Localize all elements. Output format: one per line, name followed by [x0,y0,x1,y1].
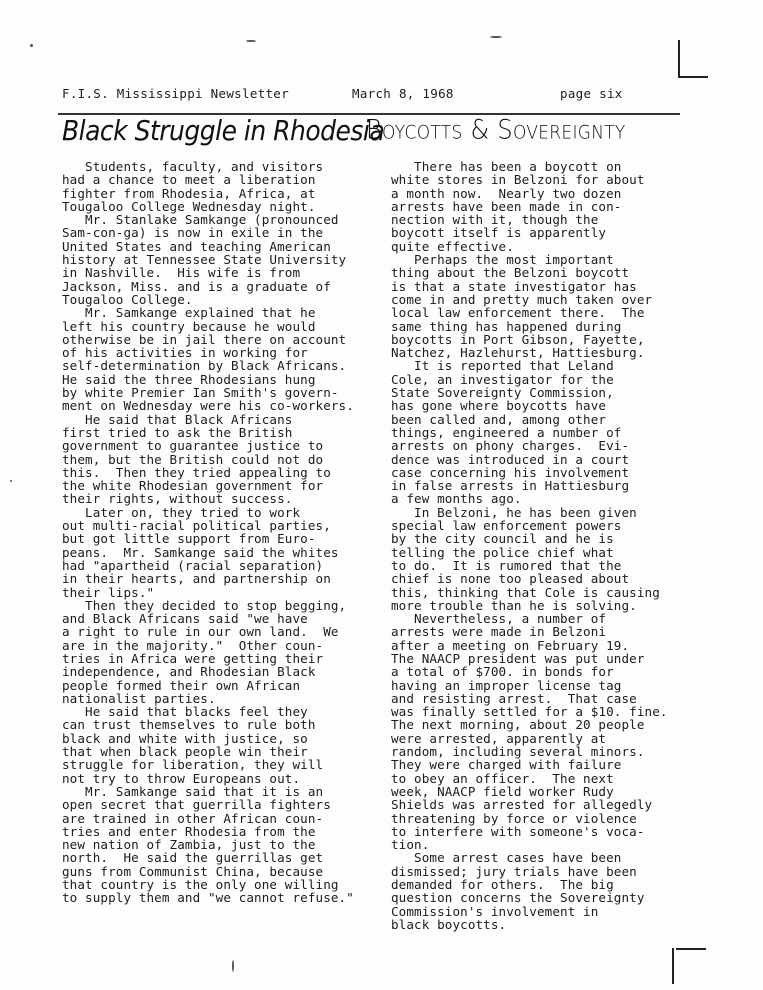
article-line: Mr. Stanlake Samkange (pronounced [62,212,339,228]
article-line: that country is the only one willing [62,877,339,893]
article-line: He said that blacks feel they [62,704,308,720]
article-line: State Sovereignty Commission, [391,385,614,401]
article-line: things, engineered a number of [391,424,622,440]
article-line: chief is none too pleased about [391,571,630,587]
article-line: had "apartheid (racial separation) [62,557,324,573]
article-line: and resisting arrest. That case [391,690,637,706]
crop-mark [678,40,680,76]
article-line: a total of $700. in bonds for [391,664,614,680]
article-title-left: Black Struggle in Rhodesia [62,114,385,147]
issue-date: March 8, 1968 [352,86,454,101]
article-line: case concerning his involvement [391,464,630,480]
article-line: to supply them and "we cannot refuse." [62,890,354,906]
article-line: is that a state investigator has [391,278,637,294]
article-line: demanded for others. The big [391,877,614,893]
article-line: left his country because he would [62,318,316,334]
article-line: question concerns the Sovereignty [391,890,645,906]
article-line: The NAACP president was put under [391,650,645,666]
article-line: otherwise be in jail there on account [62,331,347,347]
article-line: Jackson, Miss. and is a graduate of [62,278,331,294]
article-line: telling the police chief what [391,544,614,560]
article-line: fighter from Rhodesia, Africa, at [62,185,316,201]
article-line: tries and enter Rhodesia from the [62,823,316,839]
article-line: their lips." [62,584,155,600]
article-line: but got little support from Euro- [62,531,316,547]
article-line: Cole, an investigator for the [391,371,614,387]
article-line: open secret that guerrilla fighters [62,797,331,813]
article-line: week, NAACP field worker Rudy [391,783,614,799]
article-column-right [391,160,691,931]
article-line: Some arrest cases have been [391,850,622,866]
article-line: after a meeting on February 19. [391,637,630,653]
article-line: by the city council and he is [391,531,614,547]
newsletter-name: F.I.S. Mississippi Newsletter [62,86,289,101]
article-line: white stores in Belzoni for about [391,172,645,188]
scan-speck [232,960,234,972]
article-line: Students, faculty, and visitors [62,159,324,174]
article-line: a few months ago. [391,491,522,507]
article-line: boycott itself is apparently [391,225,607,241]
article-line: are trained in other African coun- [62,810,324,826]
article-line: a right to rule in our own land. We [62,624,339,640]
article-line: not try to throw Europeans out. [62,770,301,786]
article-line: thing about the Belzoni boycott [391,265,630,281]
article-line: random, including several minors. [391,744,645,760]
article-line: Later on, they tried to work [62,504,301,520]
article-line: to obey an officer. The next [391,770,614,786]
article-line: a month now. Nearly two dozen [391,185,622,201]
article-line: He said that Black Africans [62,411,293,427]
article-line: dence was introduced in a court [391,451,630,467]
crop-mark [672,948,674,984]
article-line: threatening by force or violence [391,810,637,826]
article-line: Sam-con-ga) is now in exile in the [62,225,324,241]
crop-mark [676,948,706,950]
article-line: by white Premier Ian Smith's govern- [62,385,339,401]
article-line: of his activities in working for [62,345,308,361]
article-line: out multi-racial political parties, [62,518,331,534]
article-line: arrests on phony charges. Evi- [391,438,630,454]
scan-speck [246,40,256,42]
article-line: There has been a boycott on [391,159,622,174]
article-line: boycotts in Port Gibson, Fayette, [391,331,645,347]
article-line: first tried to ask the British [62,424,293,440]
crop-mark [678,76,708,78]
article-line: Then they decided to stop begging, [62,597,347,613]
page-number: page six [560,86,623,101]
article-line: been called and, among other [391,411,607,427]
article-line: in their hearts, and partnership on [62,571,331,587]
article-line: Mr. Samkange explained that he [62,305,316,321]
article-line: and Black Africans said "we have [62,611,308,627]
article-line: government to guarantee justice to [62,438,324,454]
article-line: this, thinking that Cole is causing [391,584,660,600]
article-line: tion. [391,837,430,853]
article-line: that when black people win their [62,744,308,760]
article-line: They were charged with failure [391,757,622,773]
article-line: independence, and Rhodesian Black [62,664,316,680]
article-line: local law enforcement there. The [391,305,645,321]
article-line: can trust themselves to rule both [62,717,316,733]
article-line: Mr. Samkange said that it is an [62,783,324,799]
article-line: history at Tennessee State University [62,252,347,268]
article-line: dismissed; jury trials have been [391,863,637,879]
article-line: had a chance to meet a liberation [62,172,316,188]
scan-speck [30,44,33,47]
article-line: nection with it, though the [391,212,599,228]
article-line: Perhaps the most important [391,252,614,268]
article-line: in Nashville. His wife is from [62,265,301,281]
article-line: in false arrests in Hattiesburg [391,478,630,494]
article-line: this. Then they tried appealing to [62,464,331,480]
article-line: It is reported that Leland [391,358,614,374]
article-line: the white Rhodesian government for [62,478,324,494]
scan-speck [490,36,502,38]
article-line: them, but the British could not do [62,451,324,467]
article-column-left [62,160,362,905]
article-line: to do. It is rumored that the [391,557,622,573]
article-line: He said the three Rhodesians hung [62,371,316,387]
article-line: same thing has happened during [391,318,622,334]
article-line: Tougaloo College Wednesday night. [62,198,316,214]
article-line: The next morning, about 20 people [391,717,645,733]
article-line: In Belzoni, he has been given [391,504,637,520]
article-line: come in and pretty much taken over [391,291,653,307]
article-line: were arrested, apparently at [391,730,607,746]
article-line: struggle for liberation, they will [62,757,324,773]
article-line: Natchez, Hazlehurst, Hattiesburg. [391,345,645,361]
article-line: black boycotts. [391,916,507,932]
article-line: north. He said the guerrillas get [62,850,324,866]
article-line: arrests have been made in con- [391,198,622,214]
article-line: peans. Mr. Samkange said the whites [62,544,339,560]
article-line: Nevertheless, a number of [391,611,607,627]
article-line: quite effective. [391,238,514,254]
article-line: more trouble than he is solving. [391,597,637,613]
article-line: are in the majority." Other coun- [62,637,324,653]
article-line: tries in Africa were getting their [62,650,324,666]
article-line: people formed their own African [62,677,301,693]
article-line: Tougaloo College. [62,291,193,307]
article-line: nationalist parties. [62,690,216,706]
article-line: black and white with justice, so [62,730,308,746]
article-line: United States and teaching American [62,238,331,254]
article-line: has gone where boycotts have [391,398,607,414]
article-line: their rights, without success. [62,491,293,507]
article-line: special law enforcement powers [391,518,622,534]
article-line: Shields was arrested for allegedly [391,797,653,813]
article-line: guns from Communist China, because [62,863,324,879]
scan-speck [10,480,12,482]
article-line: was finally settled for a $10. fine. [391,704,668,720]
article-line: having an improper license tag [391,677,622,693]
article-title-right: Boycotts & Sovereignty [366,114,626,146]
article-line: Commission's involvement in [391,903,599,919]
article-line: arrests were made in Belzoni [391,624,607,640]
page-header [62,86,662,106]
article-line: ment on Wednesday were his co-workers. [62,398,354,414]
article-line: new nation of Zambia, just to the [62,837,316,853]
article-line: self-determination by Black Africans. [62,358,347,374]
article-line: to interfere with someone's voca- [391,823,645,839]
